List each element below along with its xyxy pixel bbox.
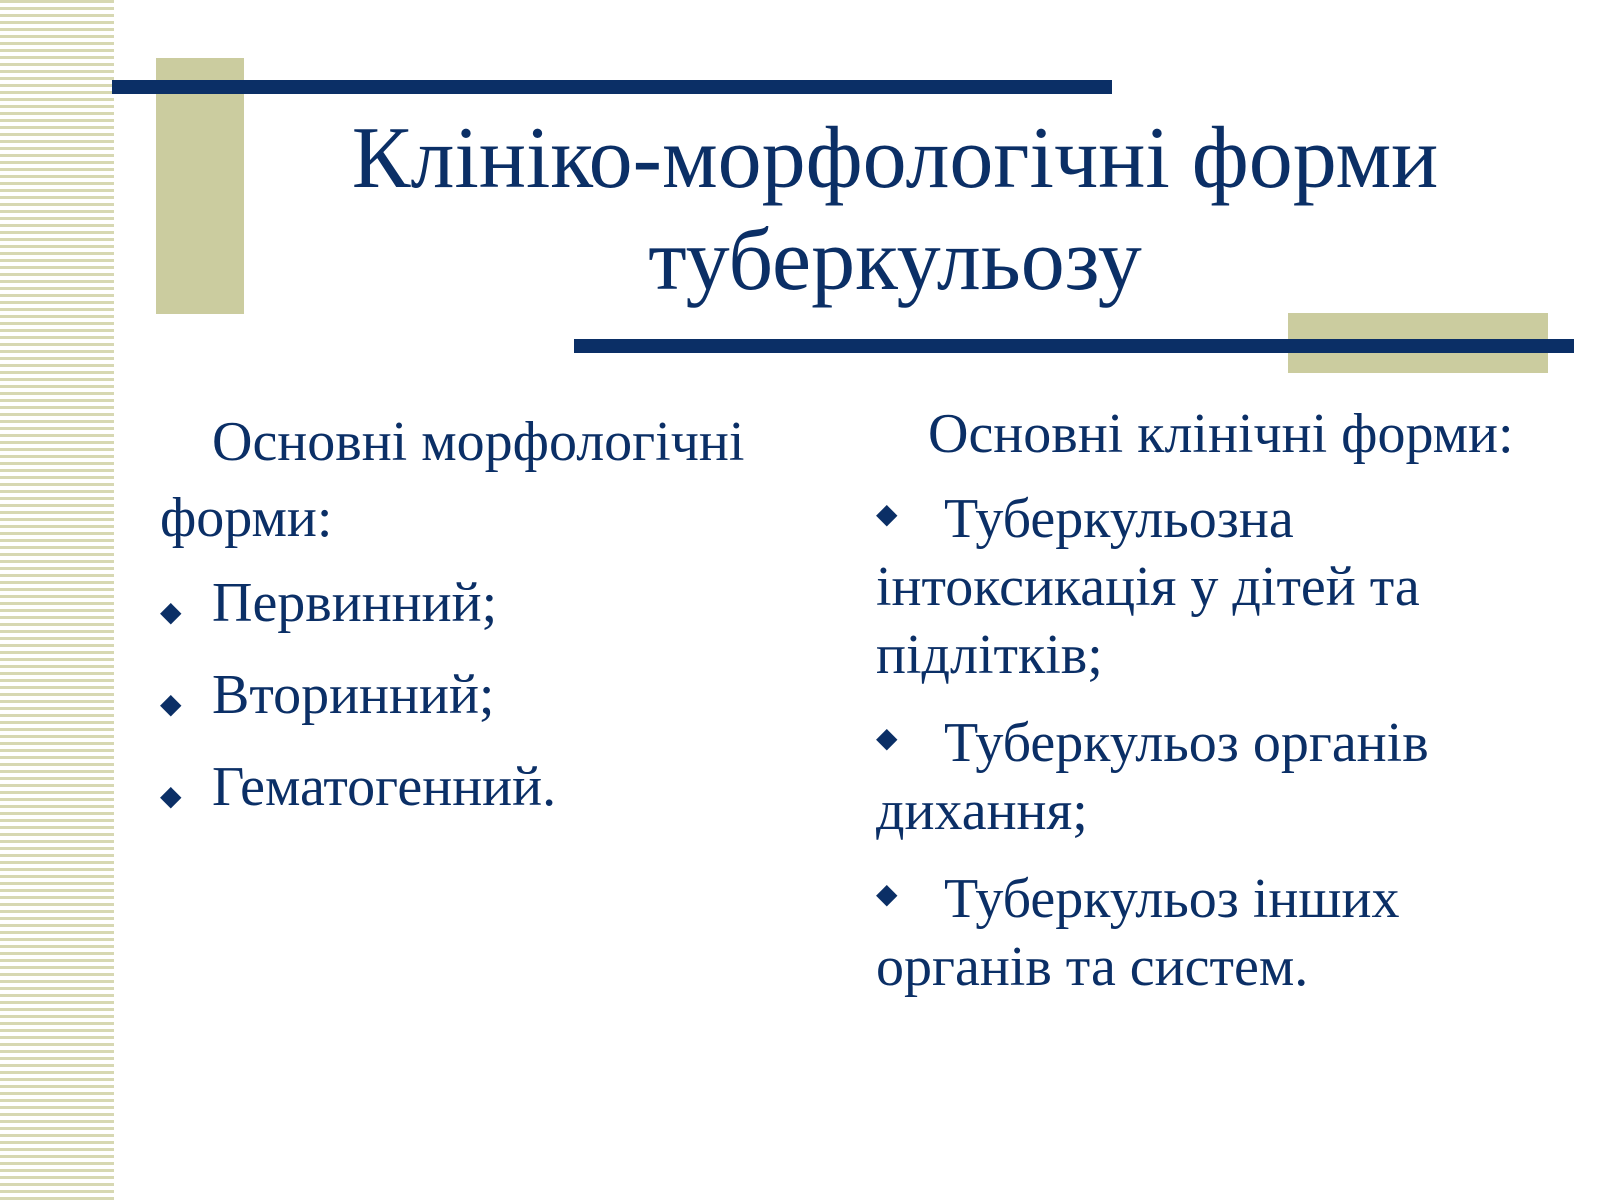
title-top-rule (112, 80, 1112, 94)
list-item-text: Туберкульоз інших органів та систем. (876, 868, 1400, 998)
diamond-bullet-icon: ◆ (876, 499, 898, 530)
list-item-text: Первинний; (212, 572, 498, 634)
diamond-bullet-icon: ◆ (160, 781, 182, 812)
clinical-forms-list (876, 481, 1556, 1001)
list-item-text: Туберкульозна інтоксикація у дітей та підлітків; (876, 488, 1420, 686)
list-item (160, 660, 840, 730)
slide-title: Клініко-морфологічні форми туберкульозу (351, 110, 1439, 309)
diamond-bullet-icon: ◆ (876, 879, 898, 910)
decorative-stripe-bar (0, 0, 114, 1200)
list-item (160, 752, 840, 822)
diamond-bullet-icon: ◆ (160, 689, 182, 720)
list-item (876, 705, 1556, 845)
title-bottom-rule (574, 339, 1574, 353)
list-item (160, 568, 840, 638)
list-item (876, 481, 1556, 689)
right-column-heading: Основні клінічні форми: (928, 403, 1514, 465)
decorative-accent-block-left (156, 58, 244, 314)
left-column (160, 404, 840, 844)
list-item-text: Вторинний; (212, 664, 495, 726)
right-column (876, 397, 1556, 1017)
morphological-forms-list (160, 568, 840, 822)
list-item (876, 861, 1556, 1001)
diamond-bullet-icon: ◆ (876, 723, 898, 754)
diamond-bullet-icon: ◆ (160, 597, 182, 628)
left-column-heading: Основні морфологічні форми: (160, 411, 745, 549)
list-item-text: Гематогенний. (212, 756, 557, 818)
list-item-text: Туберкульоз органів дихання; (876, 712, 1429, 842)
